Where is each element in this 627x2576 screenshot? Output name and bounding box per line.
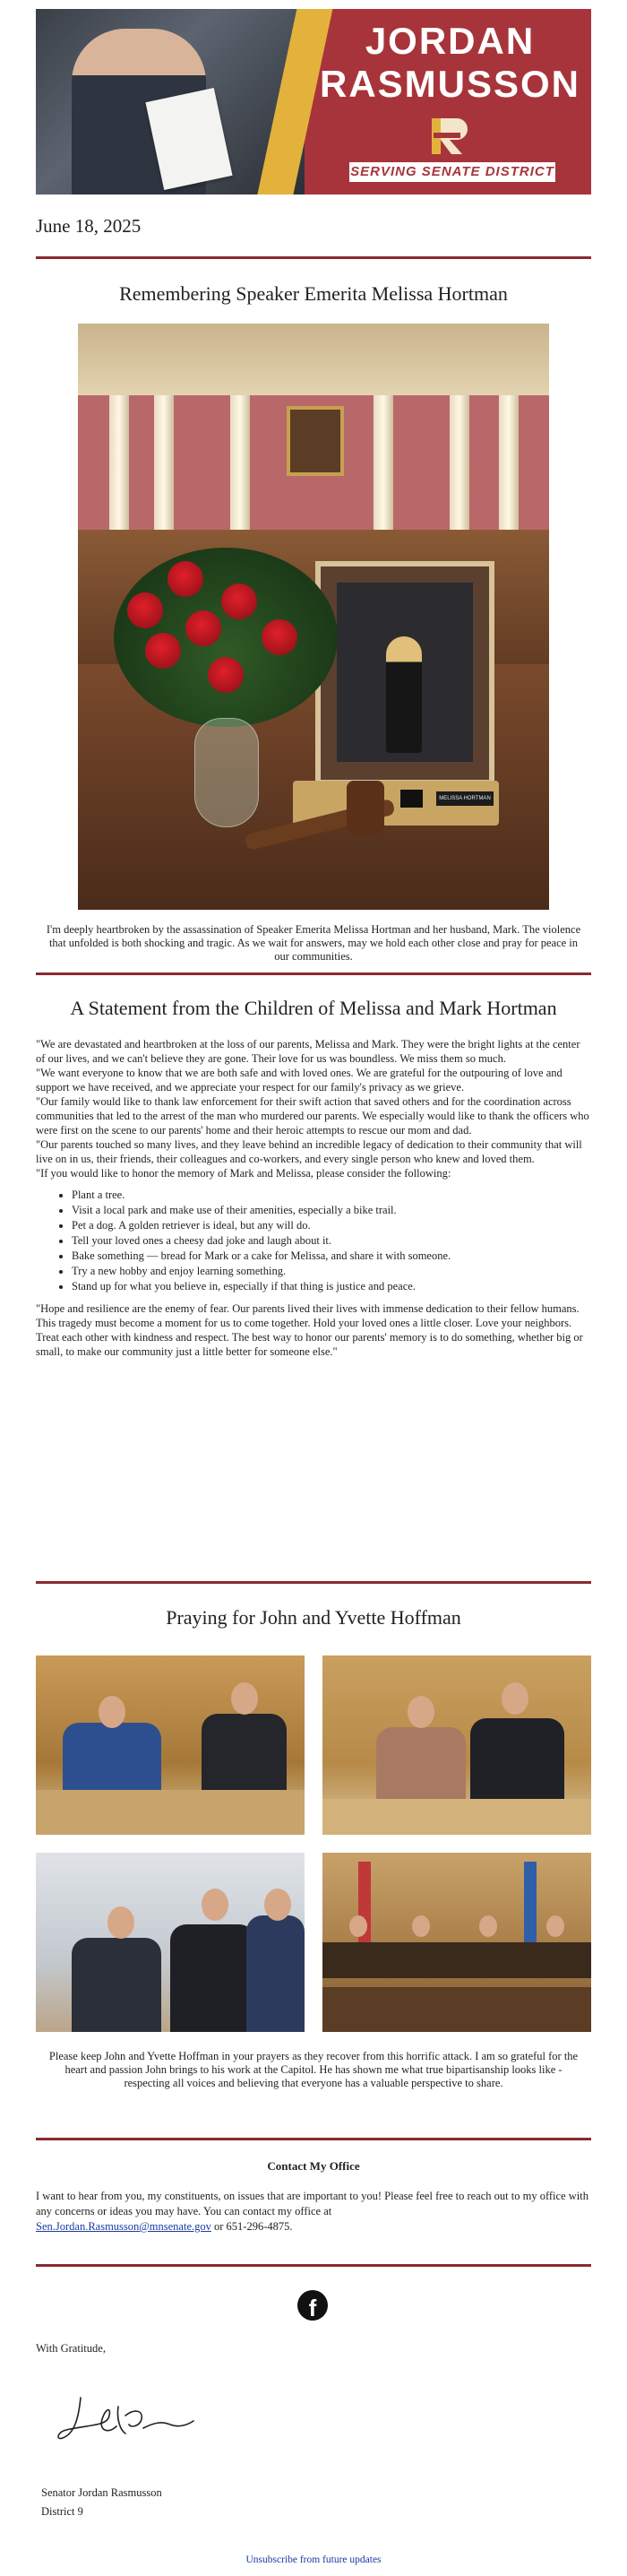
divider <box>36 1581 591 1584</box>
list-item: • Try a new hobby and enjoy learning something. <box>72 1264 591 1279</box>
list-item: • Pet a dog. A golden retriever is ideal, but any will do. <box>72 1218 591 1233</box>
statement-paragraph: "We want everyone to know that we are both safe and with loved ones. We are grateful for the outpouring of love and support we have received, and we appreciate your respect for our family's privacy as we grieve. <box>36 1067 563 1094</box>
statement-body <box>36 1037 591 1359</box>
header-name-last: RASMUSSON <box>319 63 581 105</box>
section-title-statement: A Statement from the Children of Melissa and Mark Hortman <box>70 997 557 1019</box>
signature <box>54 2389 197 2451</box>
section-title-praying: Praying for John and Yvette Hoffman <box>166 1606 461 1629</box>
section-title-remembering: Remembering Speaker Emerita Melissa Hortman <box>119 282 508 305</box>
capitol-photo-3 <box>36 1853 305 2032</box>
memorial-caption: I'm deeply heartbroken by the assassination of Speaker Emerita Melissa Hortman and her husband, Mark. The violence that unfolded is both shocking and tragic. As we wait for answers, may we hold each other close and pray for peace in our communities. <box>46 923 581 963</box>
divider <box>36 972 591 975</box>
header-tagline: SERVING SENATE DISTRICT 9 <box>350 164 554 194</box>
unsubscribe-link[interactable]: Unsubscribe from future updates <box>245 2554 382 2565</box>
contact-title: Contact My Office <box>267 2159 360 2173</box>
honor-list <box>36 1188 591 1294</box>
divider <box>36 256 591 259</box>
capitol-photo-2 <box>322 1655 591 1835</box>
list-item: • Tell your loved ones a cheesy dad joke and laugh about it. <box>72 1233 591 1249</box>
list-item: • Plant a tree. <box>72 1188 591 1203</box>
contact-email-link[interactable]: Sen.Jordan.Rasmusson@mnsenate.gov <box>36 2220 211 2233</box>
statement-paragraph: "We are devastated and heartbroken at the loss of our parents, Melissa and Mark. They were the bright lights at the center of our lives, and we can't believe they are gone. Their love for us was boundless. We miss them so much. <box>36 1038 580 1065</box>
statement-closing: "Hope and resilience are the enemy of fear. Our parents lived their lives with immense dedication to their fellow humans. This tragedy must become a moment for us to come together. Hold your loved ones a little closer. Love your neighbors. Treat each other with kindness and respect. The best way to honor our parents' memory is to do something, whether big or small, to make our community just a little better for someone else." <box>36 1302 583 1358</box>
divider <box>36 2138 591 2140</box>
hoffman-caption: Please keep John and Yvette Hoffman in your prayers as they recover from this horrific attack. I am so grateful for the heart and passion John brings to his work at the Capitol. He has shown me what true bipartisanship looks like - respecting all voices and believing that everyone has a valuable perspective to share. <box>48 2050 579 2089</box>
salutation: With Gratitude, <box>36 2342 106 2355</box>
header-name-first: JORDAN <box>365 20 536 62</box>
list-item: • Stand up for what you believe in, especially if that thing is justice and peace. <box>72 1279 591 1294</box>
nameplate: MELISSA HORTMAN <box>436 791 494 806</box>
list-item: • Bake something — bread for Mark or a cake for Melissa, and share it with someone. <box>72 1249 591 1264</box>
senator-district: District 9 <box>41 2505 83 2518</box>
list-item: • Visit a local park and make use of their amenities, especially a bike trail. <box>72 1203 591 1218</box>
portrait-frame <box>315 561 494 785</box>
memorial-photo <box>78 324 549 910</box>
senator-name: Senator Jordan Rasmusson <box>41 2486 162 2499</box>
logo-icon <box>426 117 469 156</box>
newsletter-date: June 18, 2025 <box>36 215 142 237</box>
statement-paragraph: "Our family would like to thank law enforcement for their swift action that saved others and for the coordination across communities that led to the arrest of the man who murdered our parents. We especially would like to thank the officers who were first on the scene to our parents' home and their heroic attempts to rescue our mom and dad. <box>36 1095 589 1137</box>
capitol-photo-4 <box>322 1853 591 2032</box>
statement-paragraph: "Our parents touched so many lives, and they leave behind an incredible legacy of dedication to their community that will live on in us, their friends, their colleagues and co-workers, and every single person who knew and loved them. <box>36 1138 582 1165</box>
flower-bouquet <box>114 548 338 727</box>
contact-text: I want to hear from you, my constituents, on issues that are important to you! Please feel free to reach out to my office with any concerns or ideas you may have. You can contact my office at Sen.Jordan.Rasmusson@mnsenate.gov or 651-296-4875. <box>36 2190 588 2233</box>
divider <box>36 2264 591 2267</box>
facebook-icon[interactable]: f <box>297 2290 328 2321</box>
statement-paragraph: "If you would like to honor the memory of Mark and Melissa, please consider the following: <box>36 1167 451 1180</box>
capitol-photo-1 <box>36 1655 305 1835</box>
header-banner <box>36 9 591 194</box>
